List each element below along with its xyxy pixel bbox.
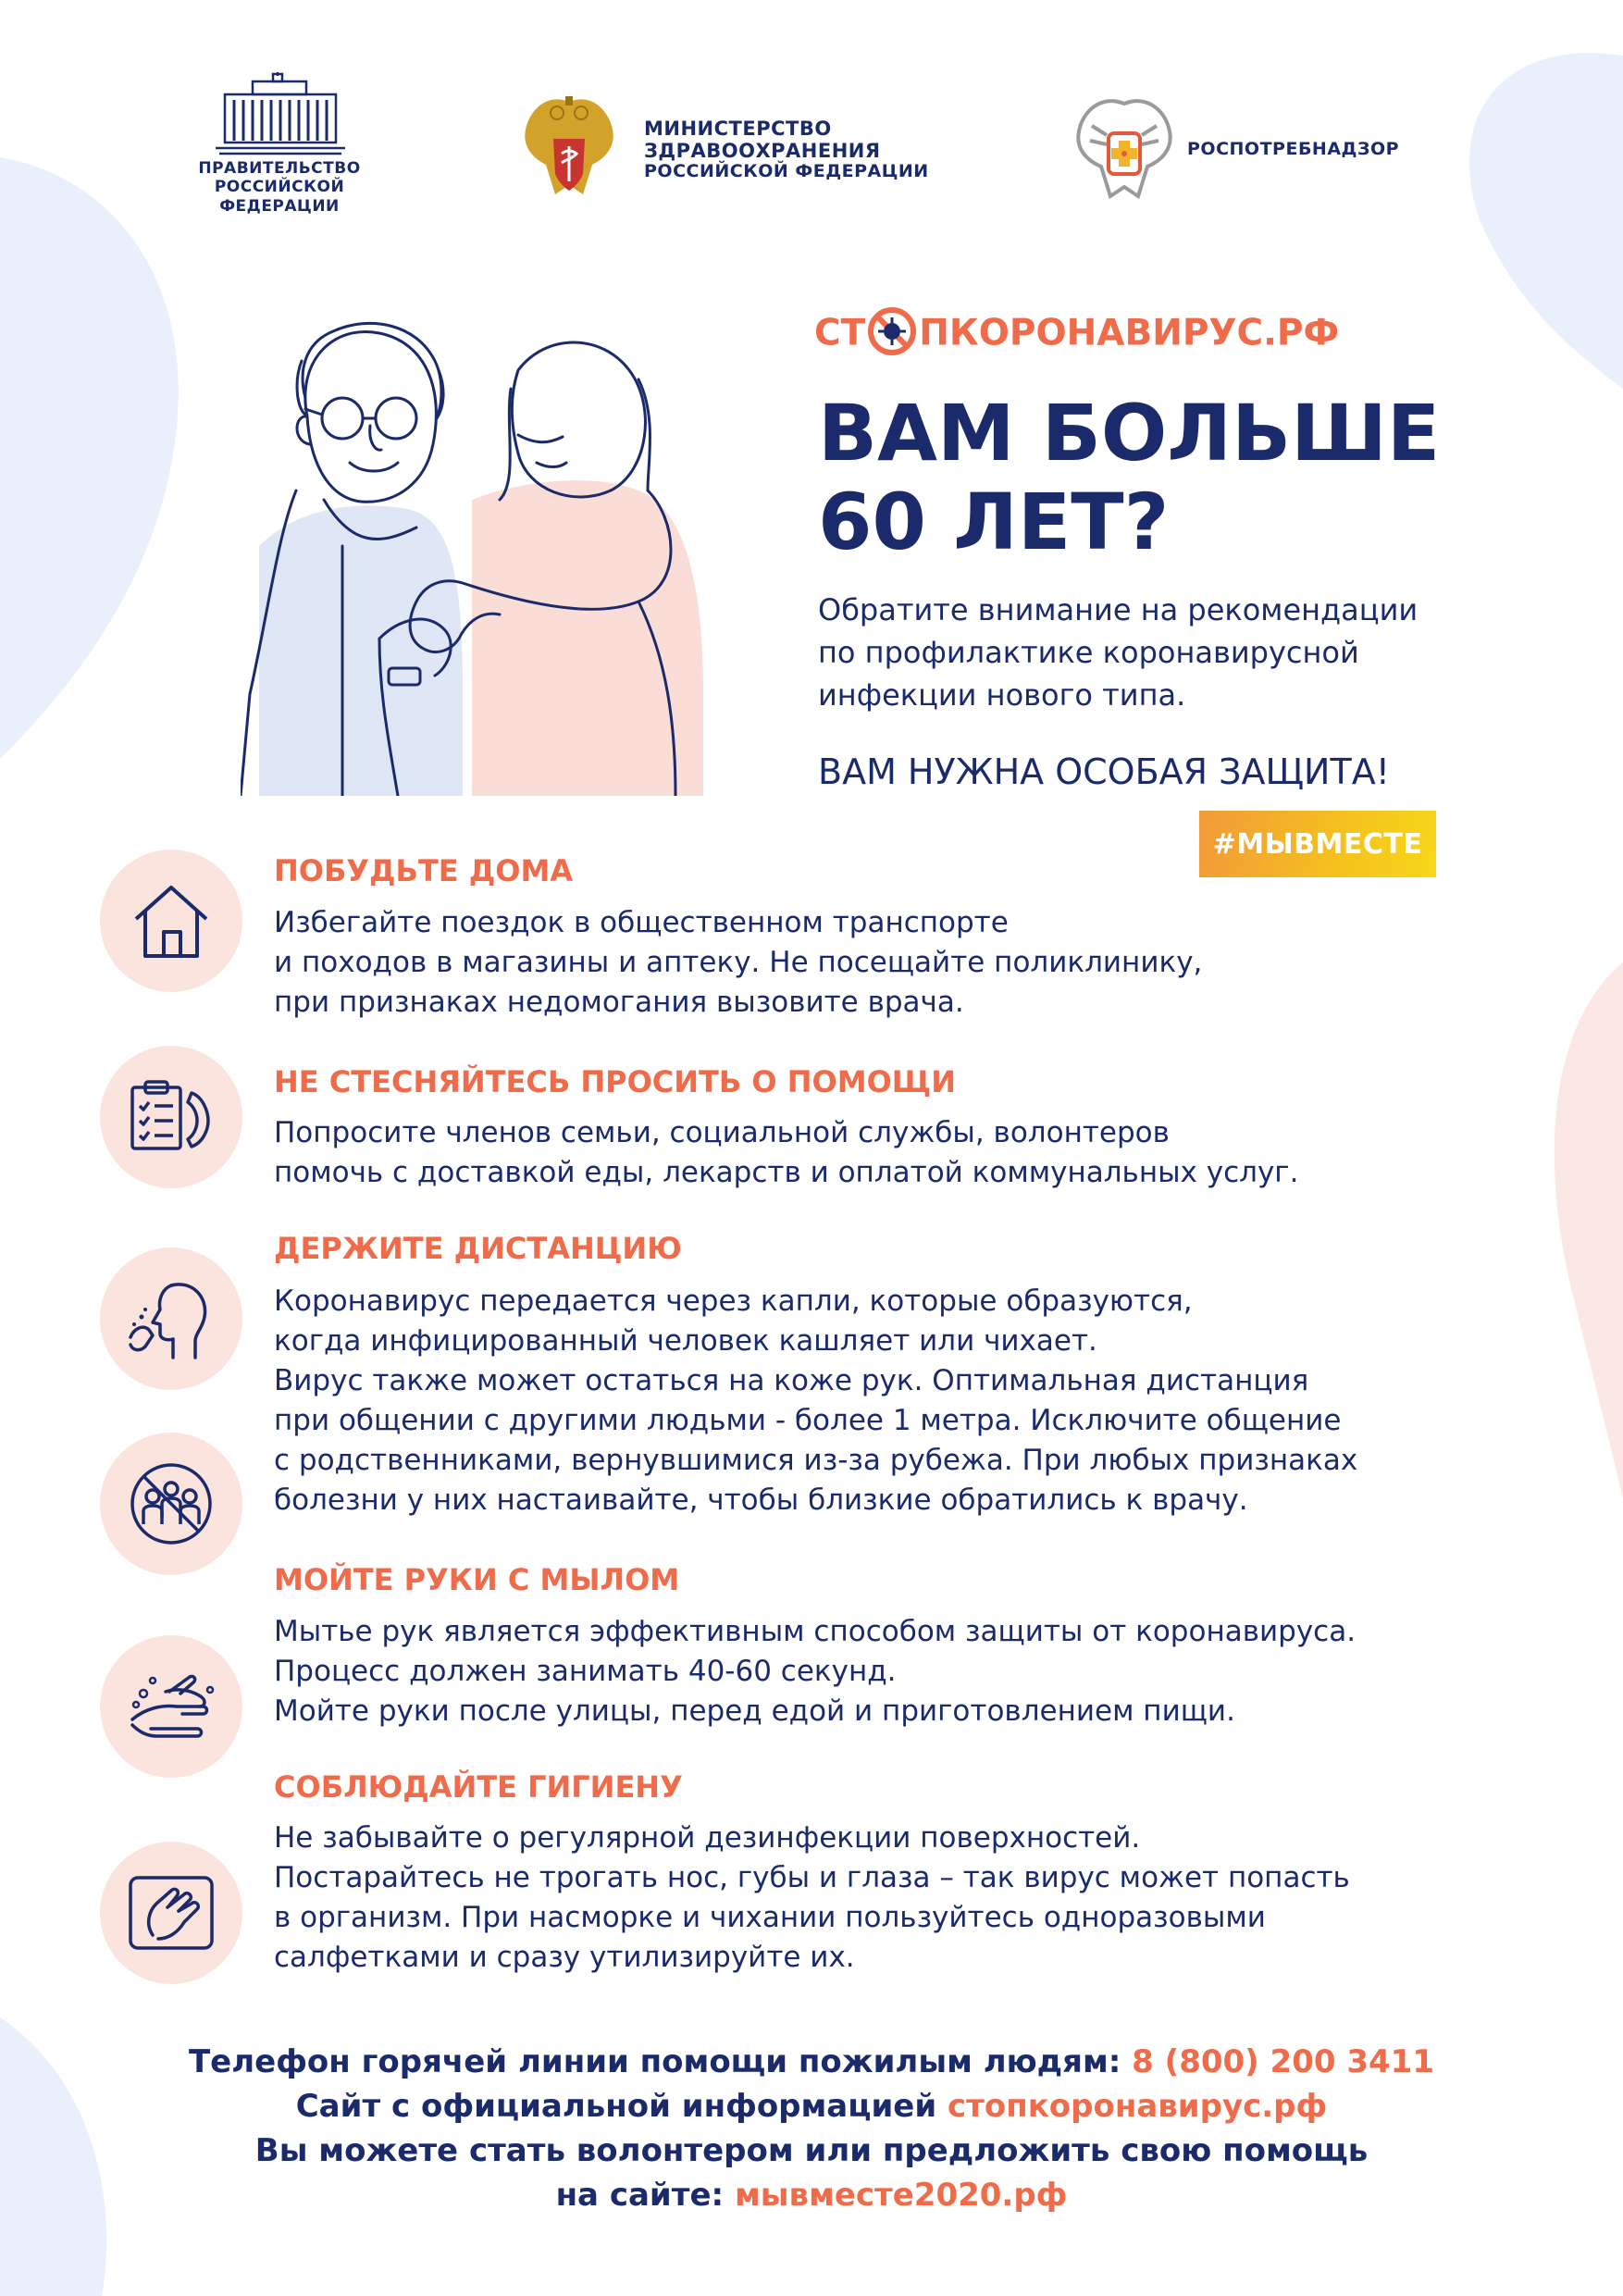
official-site-link[interactable]: стопкоронавирус.рф [948,2088,1328,2125]
tip-3-line-1: Коронавирус передается через капли, которые образуются, [274,1285,1193,1318]
blob-right-mid [1555,962,1623,1499]
tip-5-icon-circle [100,1842,242,1984]
special-protection-text: ВАМ НУЖНА ОСОБАЯ ЗАЩИТА! [818,751,1390,792]
hotline-line [0,2040,1623,2084]
tip-4-text [274,1612,1477,1731]
blob-left-top [0,157,179,759]
eagle-emblem-icon [1073,93,1175,204]
lead-line-2: по профилактике коронавирусной [818,635,1359,670]
tip-3-icon-circle-2 [100,1433,242,1575]
volunteer-site-line [0,2173,1623,2217]
brand-logo [814,310,1339,366]
tip-5-line-4: салфетками и сразу утилизируйте их. [274,1941,855,1974]
elderly-couple-hugging-illustration [241,305,759,796]
washing-hands-icon [123,1664,219,1749]
government-building-icon [216,72,345,155]
tip-4-line-2: Процесс должен занимать 40-60 секунд. [274,1655,897,1688]
no-virus-icon [867,306,917,356]
coat-of-arms-icon [518,93,620,204]
tip-1-line-1: Избегайте поездок в общественном транспорте [274,906,1009,939]
hotline-label: Телефон горячей линии помощи пожилым людям: [188,2043,1133,2080]
tip-3-icon-circle [100,1247,242,1390]
volunteer-site-label: на сайте: [555,2177,735,2214]
wiping-surface-icon [125,1870,217,1955]
tip-3-line-3: Вирус также может остаться на коже рук. Оптимальная дистанция [274,1364,1309,1397]
rospotrebnadzor-logo-text: РОСПОТРЕБНАДЗОР [1187,139,1400,159]
page-title [818,389,1484,566]
coughing-person-icon [125,1272,217,1365]
minzdrav-logo-text [644,118,996,182]
brand-part-1: СТ [814,312,866,354]
brand-part-3: .РФ [1263,312,1340,354]
lead-line-1: Обратите внимание на рекомендации [818,592,1419,627]
government-logo [194,72,366,230]
tip-3-line-5: с родственниками, вернувшимися из-за рубежа. При любых признаках [274,1444,1358,1477]
tip-5-line-1: Не забывайте о регулярной дезинфекции поверхностей. [274,1821,1141,1855]
tip-5-text [274,1818,1477,1978]
tip-2-heading: НЕ СТЕСНЯЙТЕСЬ ПРОСИТЬ О ПОМОЩИ [274,1064,956,1099]
tip-2-icon-circle [100,1046,242,1188]
minzdrav-line-1: МИНИСТЕРСТВО [644,118,832,140]
tip-2-text [274,1113,1477,1193]
hashtag-badge: #МЫВМЕСТЕ [1199,811,1436,877]
tip-1-icon-circle [100,850,242,992]
tip-2-line-2: помочь с доставкой еды, лекарств и оплатой коммунальных услуг. [274,1156,1299,1189]
tip-1-line-3: при признаках недомогания вызовите врача. [274,986,964,1019]
tip-1-text [274,903,1477,1023]
volunteer-site-link[interactable]: мывместе2020.рф [734,2177,1068,2214]
tip-5-heading: СОБЛЮДАЙТЕ ГИГИЕНУ [274,1769,683,1805]
tip-4-line-1: Мытье рук является эффективным способом защиты от коронавируса. [274,1615,1357,1648]
tip-4-icon-circle [100,1635,242,1778]
volunteer-line: Вы можете стать волонтером или предложить свою помощь [254,2132,1369,2169]
tip-1-line-2: и походов в магазины и аптеку. Не посещайте поликлинику, [274,946,1203,979]
tip-2-line-1: Попросите членов семьи, социальной службы, волонтеров [274,1116,1170,1149]
tip-5-line-3: в организм. При насморке и чихании пользуйтесь одноразовыми [274,1901,1266,1934]
gov-line-2: РОССИЙСКОЙ [214,178,345,197]
minzdrav-line-3: РОССИЙСКОЙ ФЕДЕРАЦИИ [644,161,929,182]
official-site-label: Сайт с официальной информацией [295,2088,948,2125]
tip-4-line-3: Мойте руки после улицы, перед едой и приготовлением пищи. [274,1694,1235,1728]
gov-line-3: ФЕДЕРАЦИИ [219,196,340,216]
gov-line-1: ПРАВИТЕЛЬСТВО [198,159,361,178]
footer-contacts [0,2040,1623,2217]
tip-3-line-6: болезни у них настаивайте, чтобы близкие обратились к врачу. [274,1483,1248,1517]
lead-paragraph [818,589,1466,716]
brand-part-2: ПКОРОНАВИРУС [919,312,1264,354]
tip-1-heading: ПОБУДЬТЕ ДОМА [274,853,574,888]
tip-3-line-2: когда инфицированный человек кашляет или чихает. [274,1324,1097,1358]
hotline-phone-link[interactable]: 8 (800) 200 3411 [1132,2043,1434,2080]
tip-4-heading: МОЙТЕ РУКИ С МЫЛОМ [274,1562,680,1597]
minzdrav-line-2: ЗДРАВООХРАНЕНИЯ [644,140,881,163]
title-line-2: 60 ЛЕТ? [818,477,1170,567]
title-line-1: ВАМ БОЛЬШЕ [818,388,1441,478]
clipboard-phone-icon [125,1074,217,1160]
no-crowd-icon [125,1458,217,1550]
blob-right-top [1469,53,1623,389]
official-site-line [0,2084,1623,2128]
tip-5-line-2: Постарайтесь не трогать нос, губы и глаза – так вирус может попасть [274,1861,1350,1894]
house-icon [129,878,214,963]
tip-3-heading: ДЕРЖИТЕ ДИСТАНЦИЮ [274,1231,682,1266]
tip-3-text [274,1282,1477,1520]
lead-line-3: инфекции нового типа. [818,677,1186,713]
tip-3-line-4: при общении с другими людьми - более 1 метра. Исключите общение [274,1404,1342,1437]
